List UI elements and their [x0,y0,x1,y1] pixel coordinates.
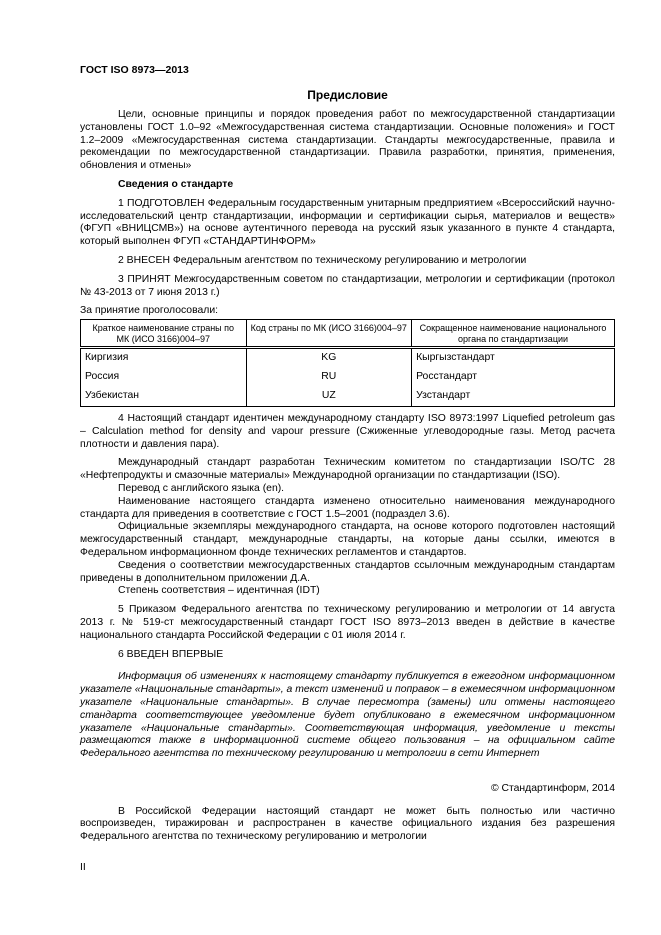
country-code-cell: UZ [246,387,412,407]
item-4-name-change: Наименование настоящего стандарта изменено относительно наименования международного стандарта для приведения в соответствие с ГОСТ 1.5–2001 (подраздел 3.6). [80,495,615,520]
item-4-committee: Международный стандарт разработан Техническим комитетом по стандартизации ISO/TC 28 «Нефтепродукты и смазочные материалы» Международной организации по стандартизации (ISO). [80,457,615,482]
foreword-content [80,88,615,844]
item-4-degree: Степень соответствия – идентичная (IDT) [118,585,320,597]
item-5-order: 5 Приказом Федерального агентства по техническому регулированию и метрологии от 14 августа 2013 г. № 519-ст межгосударственный стандарт ГОСТ ISO 8973–2013 введен в действие в качестве национального стандарта Российской Федерации с 01 июля 2014 г. [80,604,615,641]
header-country-code: Код страны по МК (ИСО 3166)004–97 [246,320,412,348]
item-3-adopted: 3 ПРИНЯТ Межгосударственным советом по стандартизации, метрологии и сертификации (протокол № 43-2013 от 7 июня 2013 г.) [80,273,615,298]
page-number: II [80,862,86,873]
country-code-cell: RU [246,368,412,387]
foreword-intro: Цели, основные принципы и порядок проведения работ по межгосударственной стандартизации установлены ГОСТ 1.0–92 «Межгосударственная система стандартизации. Основные положения» и ГОСТ 1.2–2009 «Межгосударственная система стандартизации. Стандарты межгосударственные, правила и рекомендации по межгосударственной стандартизации. Правила разработки, принятия, применения, обновления и отмены» [80,109,615,172]
table-row [81,387,615,407]
item-2-submitted: 2 ВНЕСЕН Федеральным агентством по техническому регулированию и метрологии [118,254,527,266]
item-4-official-copies: Официальные экземпляры международного стандарта, на основе которого подготовлен настоящий межгосударственный стандарт, международные стандарты, на которые даны ссылки, имеются в Федеральном информационном фонде технических регламентов и стандартов. [80,521,615,558]
section-title: Сведения о стандарте [118,178,234,190]
national-body-cell: Узстандарт [412,387,615,407]
item-1-prepared: 1 ПОДГОТОВЛЕН Федеральным государственным унитарным предприятием «Всероссийский научно-исследовательский центр стандартизации, информации и сертификации сырья, материалов и веществ» (ФГУП «ВНИЦСМВ») на основе аутентичного перевода на русский язык указанного в пункте 4 стандарта, который выполнен ФГУП «СТАНДАРТИНФОРМ» [80,197,615,248]
country-code-cell: KG [246,347,412,368]
item-6-first: 6 ВВЕДЕН ВПЕРВЫЕ [118,648,224,660]
vote-label: За принятие проголосовали: [80,305,219,317]
country-name-cell: Россия [81,368,247,387]
header-national-body: Сокращенное наименование национального органа по стандартизации [412,320,615,348]
changes-information: Информация об изменениях к настоящему стандарту публикуется в ежегодном информационном указателе «Национальные стандарты», а текст изменений и поправок – в ежемесячном информационном указателе «Национальные стандарты». В случае пересмотра (замены) или отмены настоящего стандарта соответствующее уведомление будет опубликовано в ежемесячном информационном указателе «Национальные стандарты». Соответствующая информация, уведомление и тексты размещаются также в информационной системе общего пользования – на официальном сайте Федерального агентства по техническому регулированию и метрологии в сети Интернет [80,671,615,760]
national-body-cell: Кыргызстандарт [412,347,615,368]
country-name-cell: Киргизия [81,347,247,368]
foreword-title: Предисловие [307,88,388,102]
national-body-cell: Росстандарт [412,368,615,387]
legal-notice: В Российской Федерации настоящий стандарт не может быть полностью или частично воспроизведен, тиражирован и распространен в качестве официального издания без разрешения Федерального агентства по техническому регулированию и метрологии [80,805,615,843]
item-4-identity: 4 Настоящий стандарт идентичен международному стандарту ISO 8973:1997 Liquefied petroleum gas – Calculation method for density and vapour pressure (Сжиженные углеводородные газы. Метод расчета плотности и давления пара). [80,412,615,450]
header-country-name: Краткое наименование страны по МК (ИСО 3166)004–97 [81,320,247,348]
document-code-header: ГОСТ ISO 8973—2013 [80,64,189,76]
item-4-correspondence: Сведения о соответствии межгосударственных стандартов ссылочным международным стандартам приведены в дополнительном приложении Д.А. [80,559,615,584]
country-name-cell: Узбекистан [81,387,247,407]
copyright: © Стандартинформ, 2014 [490,782,615,794]
vote-table [80,319,615,407]
table-row [81,368,615,387]
vote-table-header-row [81,320,615,348]
item-4-translation: Перевод с английского языка (en). [118,482,285,494]
table-row [81,347,615,368]
